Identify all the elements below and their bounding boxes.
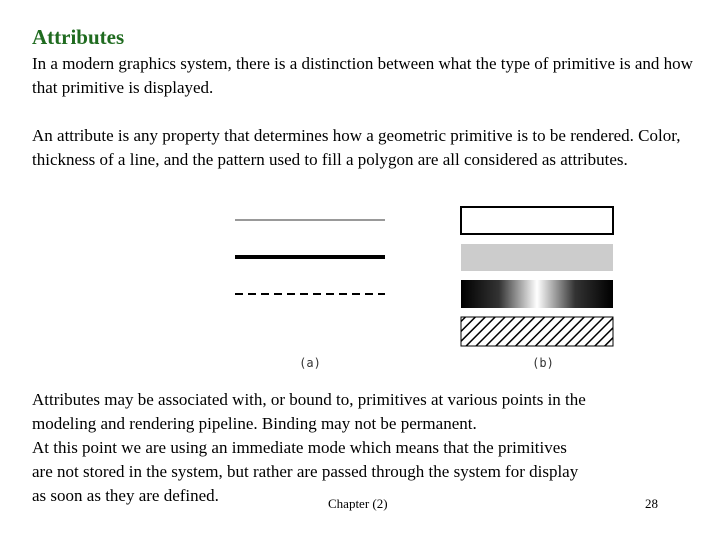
figure-label-b: (b) [532, 356, 554, 370]
outline-rectangle [461, 207, 613, 234]
paragraph-attribute-definition: An attribute is any property that determines how a geometric primitive is to be rendered. Color, thickness of a line, and the pattern used to fill a polygon are all considered as attributes. [32, 126, 681, 169]
gradient-filled-rectangle [461, 280, 613, 308]
paragraph-line-5: as soon as they are defined. [32, 486, 219, 505]
hatched-rectangle [461, 317, 613, 346]
paragraph-line-4: are not stored in the system, but rather are passed through the system for display [32, 462, 579, 481]
gray-filled-rectangle [461, 244, 613, 271]
paragraph-line-2: modeling and rendering pipeline. Binding may not be permanent. [32, 414, 477, 433]
slide-title: Attributes [32, 25, 125, 49]
paragraph-line-1: Attributes may be associated with, or bound to, primitives at various points in the [32, 390, 586, 409]
paragraph-binding-immediate-mode [32, 388, 700, 508]
figure-label-a: (a) [299, 356, 321, 370]
footer-chapter: Chapter (2) [328, 496, 388, 511]
page-number: 28 [645, 496, 658, 511]
attributes-figure-svg [225, 200, 625, 375]
attributes-figure [225, 200, 625, 375]
paragraph-line-3: At this point we are using an immediate mode which means that the primitives [32, 438, 567, 457]
paragraph-primitives-distinction: In a modern graphics system, there is a distinction between what the type of primitive is and how that primitive is displayed. [32, 54, 693, 97]
